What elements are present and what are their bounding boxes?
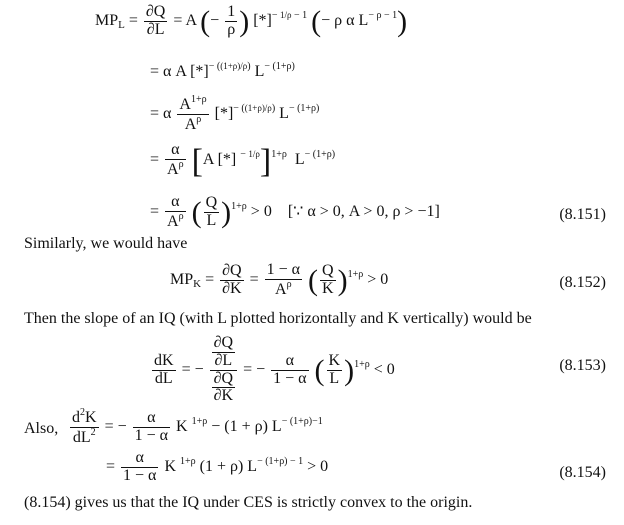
- equation-mpl-line-3: = α $\frac{A^{1+\rho}}{A^\rho}$ $[*]^{- ((1+\rho)/\rho)}$ $L^{- (1+\rho)}$: [150, 94, 320, 133]
- prose-also: Also,: [24, 420, 59, 437]
- prose-slope: Then the slope of an IQ (with L plotted horizontally and K vertically) would be: [24, 310, 532, 327]
- equation-mpl-line-2: = α A $[*]^{- ((1+\rho)/\rho)}$ $L^{- (1+\rho)}$: [150, 61, 295, 80]
- equation-number-8-151: (8.151): [559, 206, 606, 223]
- equation-mpl-line-4: = $\frac{\alpha}{A^\rho}$ [A [*] $^{- 1/\rho}$]$^{1+\rho}$ $L^{- (1+\rho)}$: [150, 141, 336, 180]
- prose-similarly: Similarly, we would have: [24, 235, 188, 252]
- prose-conclusion: (8.154) gives us that the IQ under CES is strictly convex to the origin.: [24, 494, 473, 511]
- equation-mpl-line-5: = $\frac{\alpha}{A^\rho}$ ( $\frac{Q}{L}$ )$^{1+\rho}$ > 0 [∵ α > 0, A > 0, ρ > −1]: [150, 193, 440, 230]
- equation-number-8-154: (8.154): [559, 464, 606, 481]
- equation-mpk: $MP_K$ = $\frac{\partial Q}{\partial K}$ = $\frac{1 - \alpha}{A^\rho}$ ( $\frac{Q}{K}$ )$^{1+\rho}$ > 0: [170, 261, 389, 298]
- equation-second-derivative-line-1: $\frac{d^2K}{dL^2}$ = − $\frac{\alpha}{1 - \alpha}$ K $^{1+\rho}$ − (1 + ρ) $L^{- (1+\rho)-1}$: [72, 407, 323, 446]
- equation-mpl-line-1: $MP_L$ = $\frac{\partial Q}{\partial L}$ = A (− $\frac{1}{\rho}$ ) $[*]^{- 1/\rho - 1}$ (− ρ α $L^{- \rho - 1}$): [95, 3, 408, 38]
- condition-text: [∵ α > 0, A > 0, ρ > −1]: [287, 202, 440, 220]
- equation-slope: $\frac{dK}{dL}$ = − $\frac{\frac{\partial Q}{\partial L}}{\frac{\partial Q}{\partial K}}$ = − $\frac{\alpha}{1 - \alpha}$ ( $\frac{K}{L}$ )$^{1+\rho}$ < 0: [154, 334, 395, 405]
- equation-number-8-153: (8.153): [559, 357, 606, 374]
- equation-number-8-152: (8.152): [559, 274, 606, 291]
- equation-second-derivative-line-2: = $\frac{\alpha}{1 - \alpha}$ K $^{1+\rho}$ (1 + ρ) $L^{- (1+\rho) - 1} > 0$: [106, 449, 329, 484]
